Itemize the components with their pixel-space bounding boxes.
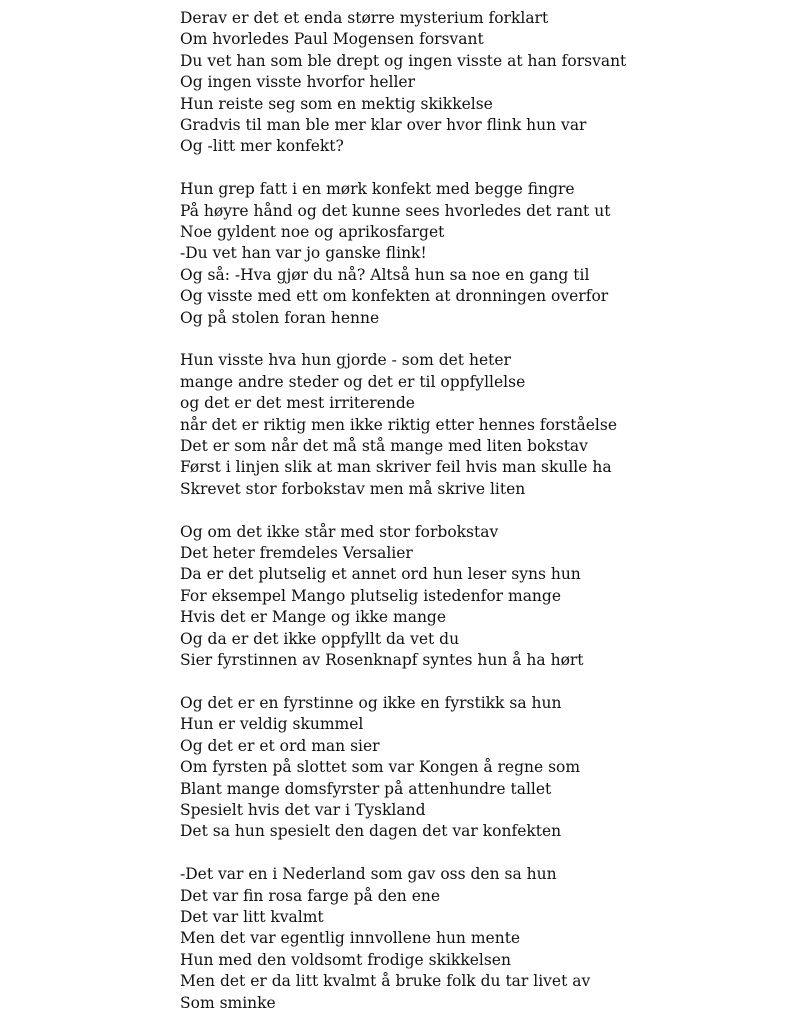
poem-line: Og da er det ikke oppfyllt da vet du <box>180 629 460 648</box>
poem-line: På høyre hånd og det kunne sees hvorledes det rant ut <box>180 201 611 220</box>
poem-page <box>180 8 780 1035</box>
poem-line: og det er det mest irriterende <box>180 394 415 413</box>
poem-line: Skrevet stor forbokstav men må skrive liten <box>180 479 526 498</box>
poem-line: Det heter fremdeles Versalier <box>180 544 413 563</box>
poem-line: Hun er veldig skummel <box>180 715 364 734</box>
poem-line: Og det er en fyrstinne og ikke en fyrstikk sa hun <box>180 693 562 712</box>
poem-line: Og visste med ett om konfekten at dronningen overfor <box>180 287 609 306</box>
poem-line: Spesielt hvis det var i Tyskland <box>180 800 426 819</box>
stanza-6 <box>180 864 780 1014</box>
poem-line: Om hvorledes Paul Mogensen forsvant <box>180 30 484 49</box>
poem-line: Det er som når det må stå mange med liten bokstav <box>180 437 588 456</box>
poem-line: mange andre steder og det er til oppfyllelse <box>180 372 526 391</box>
poem-line: For eksempel Mango plutselig istedenfor mange <box>180 586 562 605</box>
poem-line: Noe gyldent noe og aprikosfarget <box>180 223 445 242</box>
poem-line: Blant mange domsfyrster på attenhundre tallet <box>180 779 552 798</box>
poem-line: Men det var egentlig innvollene hun mente <box>180 929 521 948</box>
poem-line: Hun med den voldsomt frodige skikkelsen <box>180 950 511 969</box>
poem-line: når det er riktig men ikke riktig etter hennes forståelse <box>180 415 618 434</box>
poem-line: Hun grep fatt i en mørk konfekt med begge fingre <box>180 180 575 199</box>
poem-line: Derav er det et enda større mysterium forklart <box>180 9 549 27</box>
poem-line: Og ingen visste hvorfor heller <box>180 73 415 92</box>
poem-line: Det var litt kvalmt <box>180 907 324 926</box>
poem-line: Og -litt mer konfekt? <box>180 137 344 156</box>
poem-line: Hun visste hva hun gjorde - som det heter <box>180 351 511 370</box>
poem-line: Først i linjen slik at man skriver feil hvis man skulle ha <box>180 458 612 477</box>
poem-line: Du vet han som ble drept og ingen visste at han forsvant <box>180 51 627 70</box>
stanza-5 <box>180 693 780 843</box>
stanza-3 <box>180 350 780 500</box>
poem-line: Og så: -Hva gjør du nå? Altså hun sa noe en gang til <box>180 265 590 284</box>
stanza-1 <box>180 8 780 158</box>
poem-line: Da er det plutselig et annet ord hun leser syns hun <box>180 565 581 584</box>
poem-line: Gradvis til man ble mer klar over hvor flink hun var <box>180 115 587 134</box>
stanza-4 <box>180 522 780 672</box>
poem-line: Om fyrsten på slottet som var Kongen å regne som <box>180 758 581 777</box>
poem-line: Og om det ikke står med stor forbokstav <box>180 522 499 541</box>
poem-line: Og på stolen foran henne <box>180 308 380 327</box>
poem-line: Som sminke <box>180 993 276 1012</box>
poem-line: Det sa hun spesielt den dagen det var konfekten <box>180 822 562 841</box>
poem-line: Og det er et ord man sier <box>180 736 380 755</box>
poem-line: Sier fyrstinnen av Rosenknapf syntes hun å ha hørt <box>180 651 584 670</box>
poem-line: Hvis det er Mange og ikke mange <box>180 608 447 627</box>
poem-line: -Du vet han var jo ganske flink! <box>180 244 427 263</box>
poem-line: Hun reiste seg som en mektig skikkelse <box>180 94 493 113</box>
poem-line: -Det var en i Nederland som gav oss den sa hun <box>180 865 557 884</box>
poem-line: Det var fin rosa farge på den ene <box>180 886 441 905</box>
poem-line: Men det er da litt kvalmt å bruke folk du tar livet av <box>180 972 591 991</box>
stanza-2 <box>180 179 780 329</box>
